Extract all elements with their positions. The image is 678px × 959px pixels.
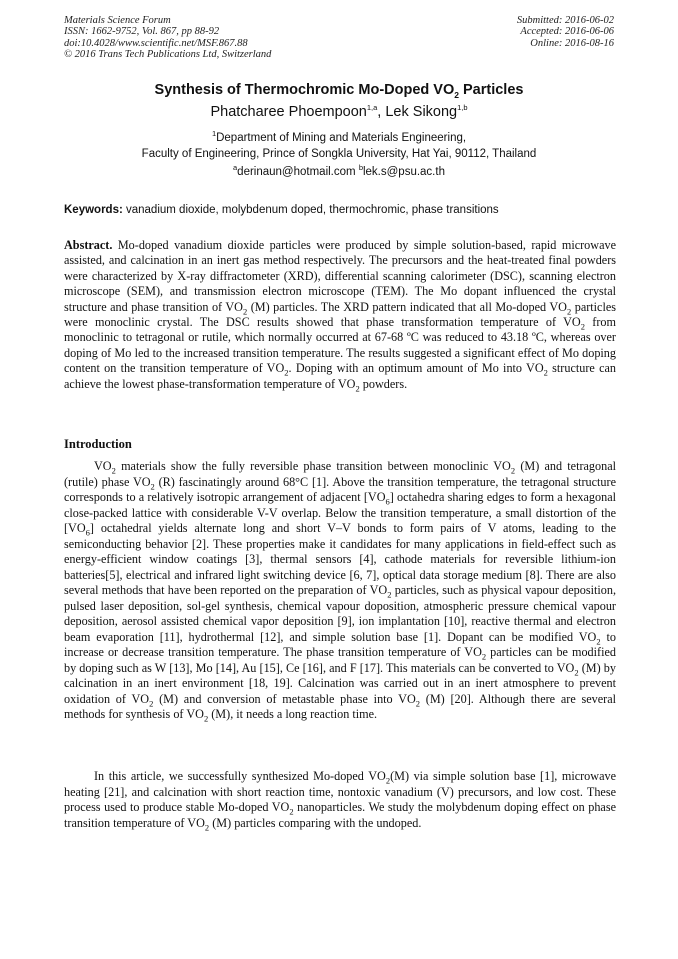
affiliation: $^1$Department of Mining and Materials Engineering, Faculty of Engineering, Prince of Songkla University, Hat Yai, 90112, Thailand — [141, 129, 537, 160]
journal-name: Materials Science Forum — [64, 15, 171, 26]
copyright-line: © 2016 Trans Tech Publications Ltd, Switzerland — [64, 48, 272, 60]
paper-title: Synthesis of Thermochromic Mo-Doped $VO_2$ Particles — [154, 82, 524, 100]
issn-line: ISSN: 1662-9752, Vol. 867, pp 88-92 — [64, 26, 220, 38]
introduction-paragraph-2: In this article, we successfully synthesized Mo-doped $VO_2(M)$ via simple solution base [1], microwave heating [21], and calcination with short reaction time, nontoxic vanadium (V) precursors, and low cost. These process used to produce stable Mo-doped $VO_2$ nanoparticles. We study the molybdenum doping effect on phase transition temperature of $VO_2$ (M) particles comparing with the undoped. — [64, 769, 616, 832]
online-date: Online: 2016-08-16 — [530, 37, 614, 49]
author-2: Lek Sikong — [385, 104, 458, 120]
section-heading-introduction: Introduction — [64, 437, 132, 451]
author-emails: $^a$derinaun@hotmail.com $^b$lek.s@psu.ac.th — [233, 163, 445, 178]
author-list: Phatcharee Phoempoon$^{1,a}$, Lek Sikong$^{1,b}$ — [210, 103, 468, 120]
introduction-paragraph-1: $VO_2$ materials show the fully reversible phase transition between monoclinic $VO_2$ (M) and tetragonal (rutile) phase $VO_2$ (R) fascinatingly around 68°C [1]. Above the transition temperature, the tetragonal structure corresponds to a relatively isotropic arrangement of adjacent $[VO_6]$ octahedra sharing edges to form a hexagonal close-packed lattice with considerable V-V overlap. Below the transition temperature, a small distortion of the $[VO_6]$ octahedral yields alternate long and short V–V bonds to form pairs of V atoms, leading to the semiconducting behavior [2]. These properties make it candidates for many applications in field-effect such as energy-efficient window coatings [3], thermal sensors [4], cathode materials for reversible lithium-ion batteries[5], electrical and infrared light switching device [6, 7], optical data storage medium [8]. There are also several methods that have been reported on the preparation of $VO_2$ particles, such as physical vapour deposition, pulsed laser deposition, sol-gel synthesis, chemical vapour doposition, atmospheric pressure chemical vapour deposition, aerosol assisted chemical vapor deposition [9], ion implantation [10], reactive thermal and electron beam evaporation [11], hydrothermal [12], and simple solution base [1]. Dopant can be modified $VO_2$ to increase or decrease transition temperature. The phase transition temperature of $VO_2$ particles can be modified by doping such as W [13], Mo [14], Au [15], Ce [16], and F [17]. This materials can be converted to $VO_2$ (M) by calcination in an inert environment [18, 19]. Calcination was carried out in an inert atmosphere to prevent oxidation of $VO_2$ (M) and conversion of metastable phase into $VO_2$ (M) [20]. Although there are several methods for synthesis of $VO_2$ (M), it needs a long reaction time. — [64, 459, 617, 724]
doi-line: doi:10.4028/www.scientific.net/MSF.867.88 — [64, 37, 248, 49]
submitted-date: Submitted: 2016-06-02 — [516, 15, 614, 26]
email-a: derinaun@hotmail.com — [237, 166, 356, 178]
author-1: Phatcharee Phoempoon — [210, 104, 367, 120]
journal-metadata — [64, 15, 271, 60]
keywords: Keywords: vanadium dioxide, molybdenum doped, thermochromic, phase transitions — [64, 204, 499, 216]
abstract: Abstract. Mo-doped vanadium dioxide particles were produced by simple solution-based, rapid microwave assisted, and calcination in an inert gas method respectively. The precursors and the heat-treated final powders were characterized by X-ray diffractometer (XRD), differential scanning calorimeter (DSC), scanning electron microscope (SEM), and transmission electron microscope (TEM). The Mo dopant influenced the crystal structure and phase transition of $VO_2$ (M) particles. The XRD pattern indicated that all Mo-doped $VO_2$ particles were monoclinic crystal. The DSC results showed that phase transformation temperature of $VO_2$ from monoclinic to tetragonal or rutile, which normally occurred at 67-68 ºC was reduced to 43.18 ºC, whereas over doping of Mo led to the increased transition temperature. The results suggested a significant effect of Mo doping content on the transition temperature of $VO_2$. Doping with an optimum amount of Mo into $VO_2$ structure can achieve the lowest phase-transformation temperature of $VO_2$ powders. — [64, 238, 617, 394]
email-b: lek.s@psu.ac.th — [362, 166, 445, 178]
accepted-date: Accepted: 2016-06-06 — [520, 26, 614, 38]
publication-dates — [517, 15, 614, 49]
